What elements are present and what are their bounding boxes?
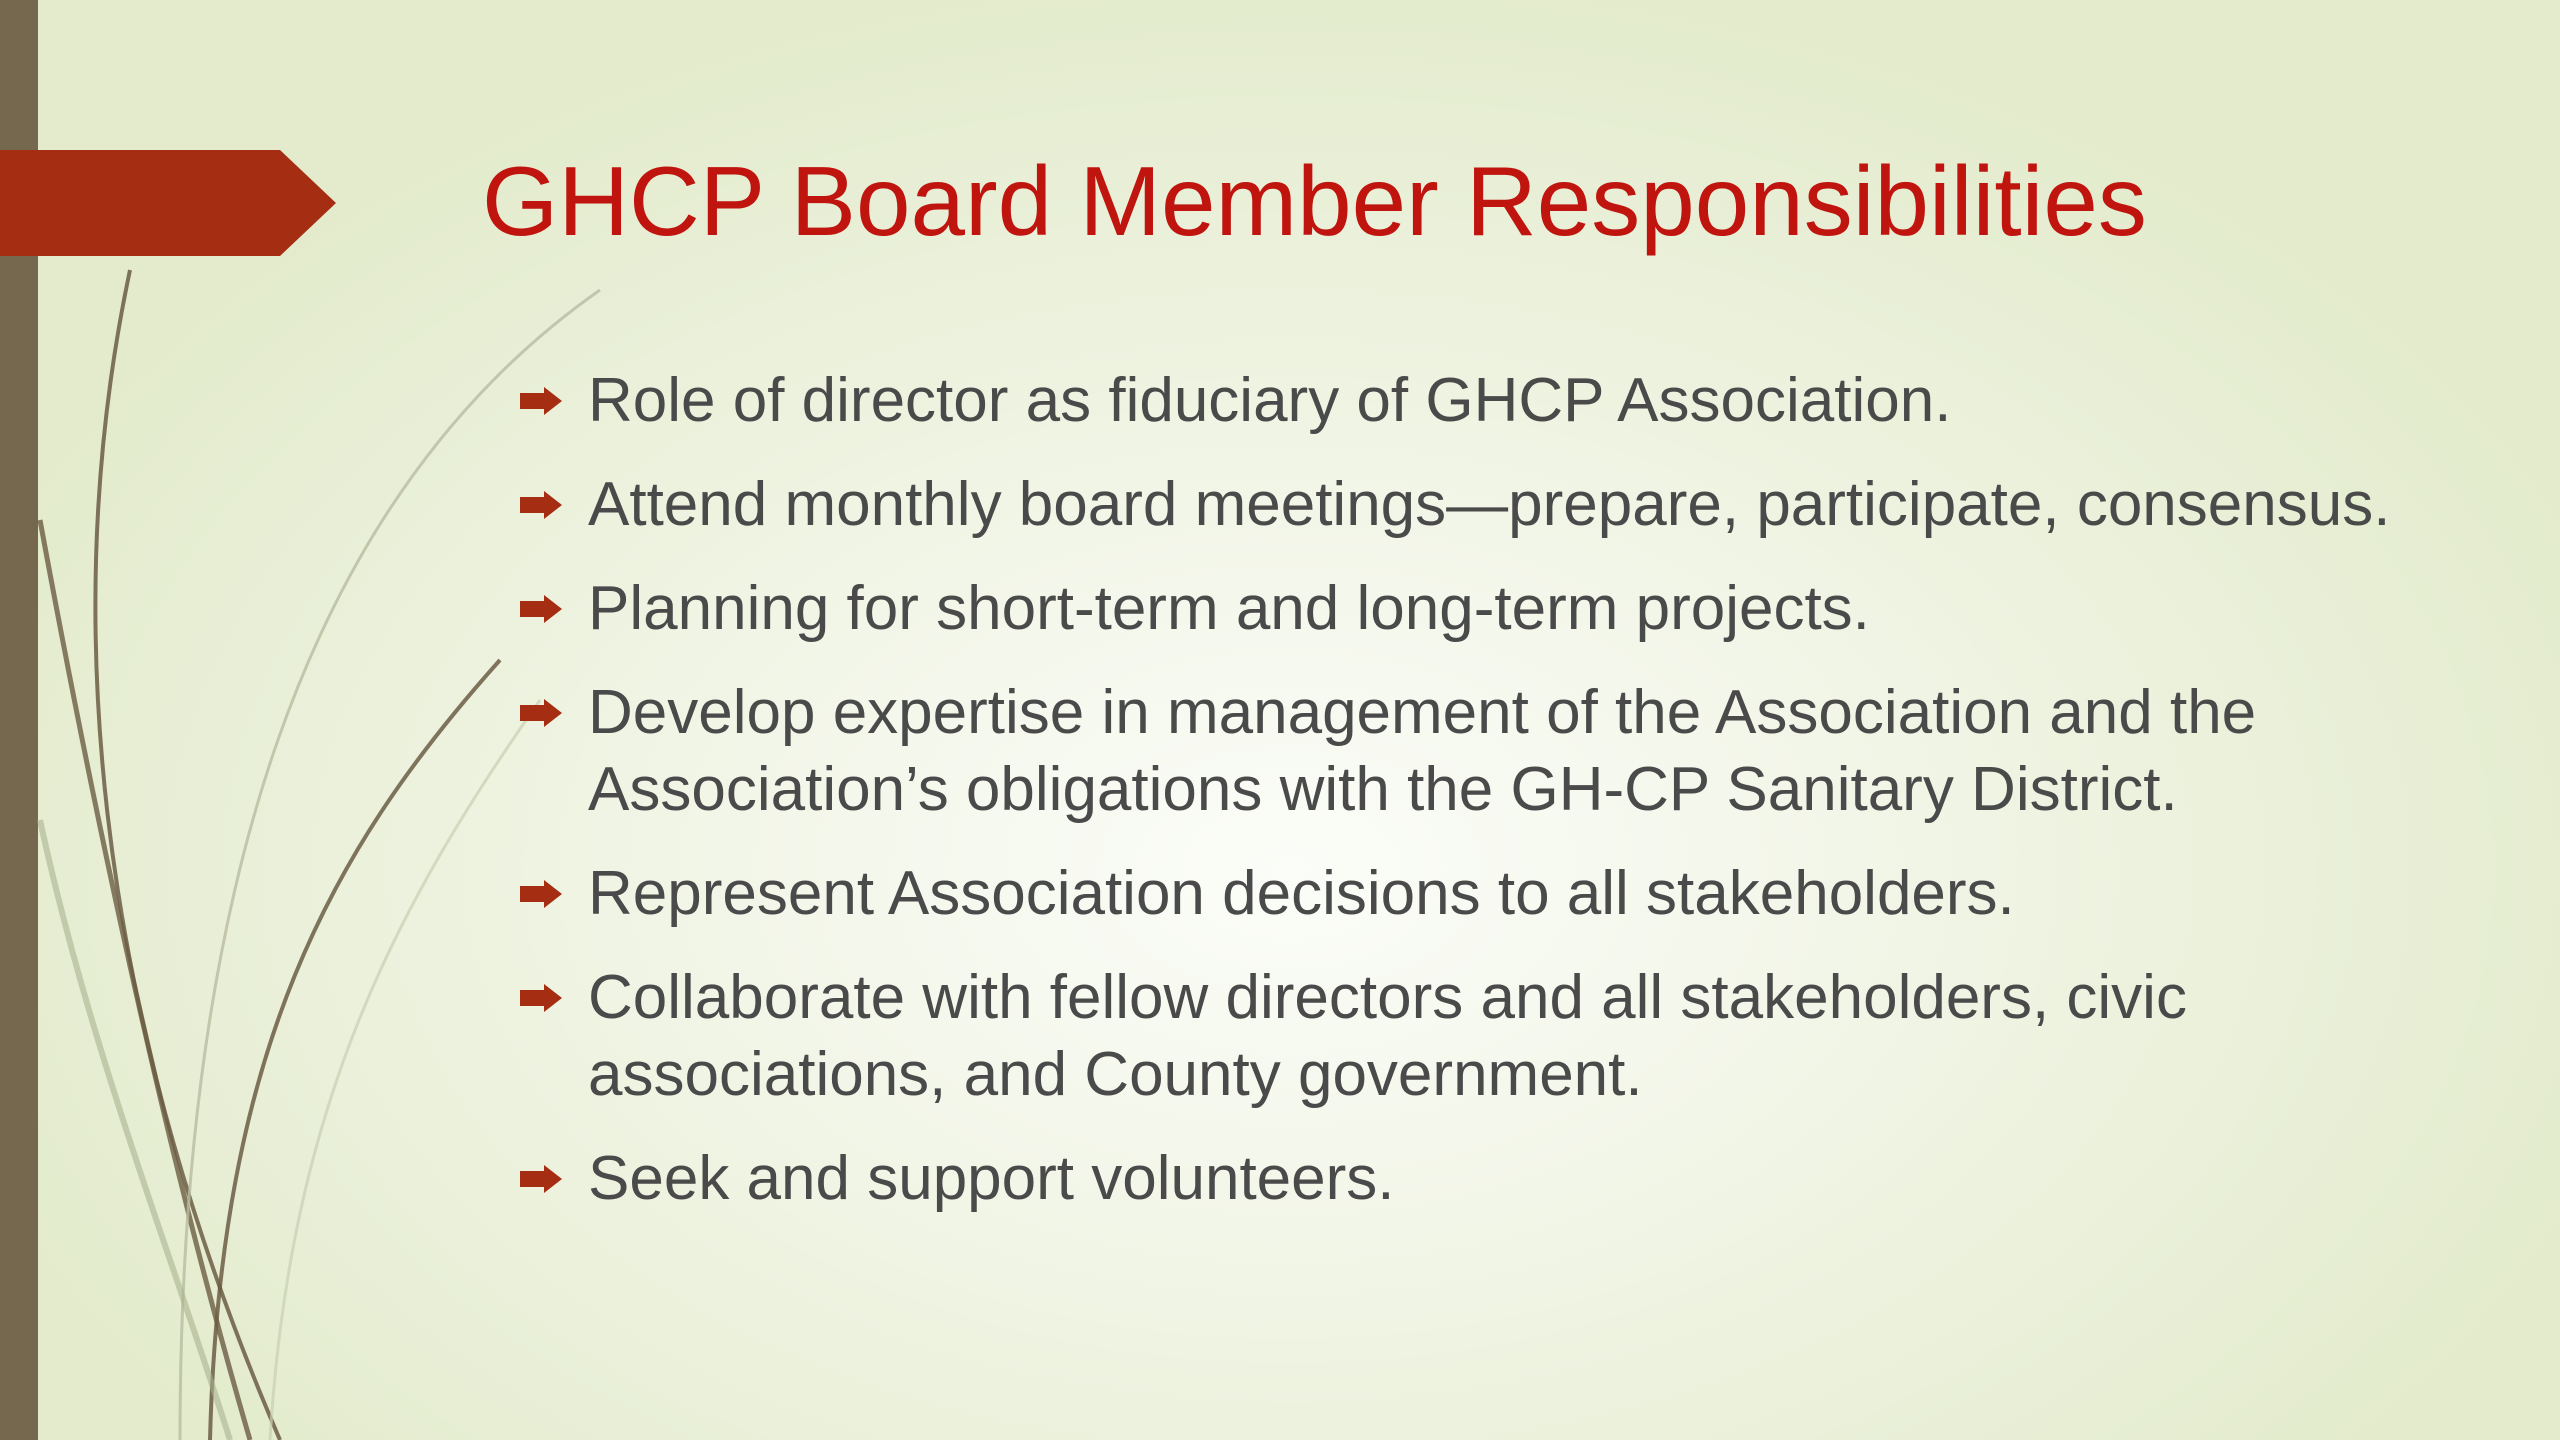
bullet-text: Attend monthly board meetings—prepare, participate, consensus.: [588, 470, 2391, 539]
bullet-text: Seek and support volunteers.: [588, 1144, 1395, 1213]
list-item: [518, 959, 2458, 1113]
list-item: [518, 855, 2458, 932]
arrow-bullet-icon: [518, 594, 564, 624]
list-item: [518, 1140, 2458, 1217]
bullet-text: Role of director as fiduciary of GHCP Association.: [588, 366, 1952, 435]
bullet-text: Collaborate with fellow directors and all stakeholders, civic associations, and County government.: [588, 963, 2187, 1109]
bullet-text: Planning for short-term and long-term projects.: [588, 574, 1870, 643]
arrow-bullet-icon: [518, 386, 564, 416]
arrow-bullet-icon: [518, 698, 564, 728]
arrow-bullet-icon: [518, 879, 564, 909]
list-item: [518, 466, 2458, 543]
arrow-bullet-icon: [518, 1164, 564, 1194]
arrow-bullet-icon: [518, 490, 564, 520]
slide-title: GHCP Board Member Responsibilities: [482, 146, 2147, 256]
list-item: [518, 570, 2458, 647]
list-item: [518, 362, 2458, 439]
bullet-text: Represent Association decisions to all stakeholders.: [588, 859, 2015, 928]
bullet-list: [518, 362, 2458, 1244]
arrow-bullet-icon: [518, 983, 564, 1013]
bullet-text: Develop expertise in management of the Association and the Association’s obligations with the GH-CP Sanitary District.: [588, 678, 2257, 824]
list-item: [518, 674, 2458, 828]
title-arrow-shape: [0, 150, 336, 256]
